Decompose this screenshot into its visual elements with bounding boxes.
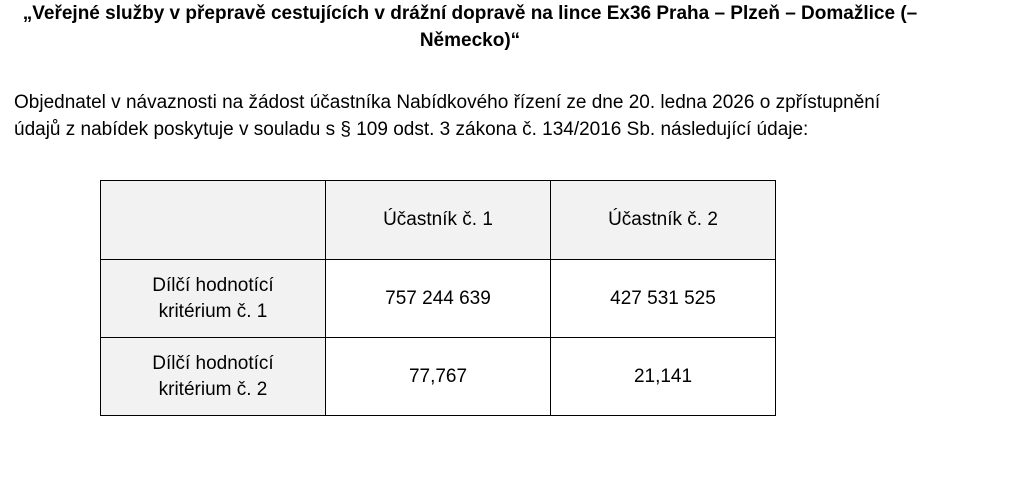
document-title-line-1: „Veřejné služby v přepravě cestujících v drážní dopravě na lince Ex36 Praha – Plzeň – Domažlice (– (22, 3, 918, 24)
intro-paragraph (14, 89, 974, 143)
table-row (101, 260, 776, 338)
document-title (10, 0, 930, 54)
intro-line-2: údajů z nabídek poskytuje v souladu s § 109 odst. 3 zákona č. 134/2016 Sb. následující údaje: (14, 119, 809, 140)
row-label-line: kritérium č. 1 (158, 300, 268, 322)
table-row (101, 338, 776, 416)
value-criterion-2-participant-1: 77,767 (326, 338, 551, 416)
header-empty-cell (101, 181, 326, 260)
row-label-line: Dílčí hodnotící (152, 352, 274, 374)
row-label-criterion-1 (101, 260, 326, 338)
table-header-row (101, 181, 776, 260)
value-criterion-1-participant-2: 427 531 525 (551, 260, 776, 338)
intro-line-1: Objednatel v návaznosti na žádost účastníka Nabídkového řízení ze dne 20. ledna 2026 o zpřístupnění (14, 92, 881, 113)
document-title-line-2: Německo)“ (419, 30, 521, 51)
row-label-criterion-2 (101, 338, 326, 416)
evaluation-table (100, 180, 776, 416)
row-label-line: kritérium č. 2 (158, 378, 268, 400)
header-participant-1: Účastník č. 1 (326, 181, 551, 260)
value-criterion-1-participant-1: 757 244 639 (326, 260, 551, 338)
row-label-line: Dílčí hodnotící (152, 274, 274, 296)
value-criterion-2-participant-2: 21,141 (551, 338, 776, 416)
header-participant-2: Účastník č. 2 (551, 181, 776, 260)
